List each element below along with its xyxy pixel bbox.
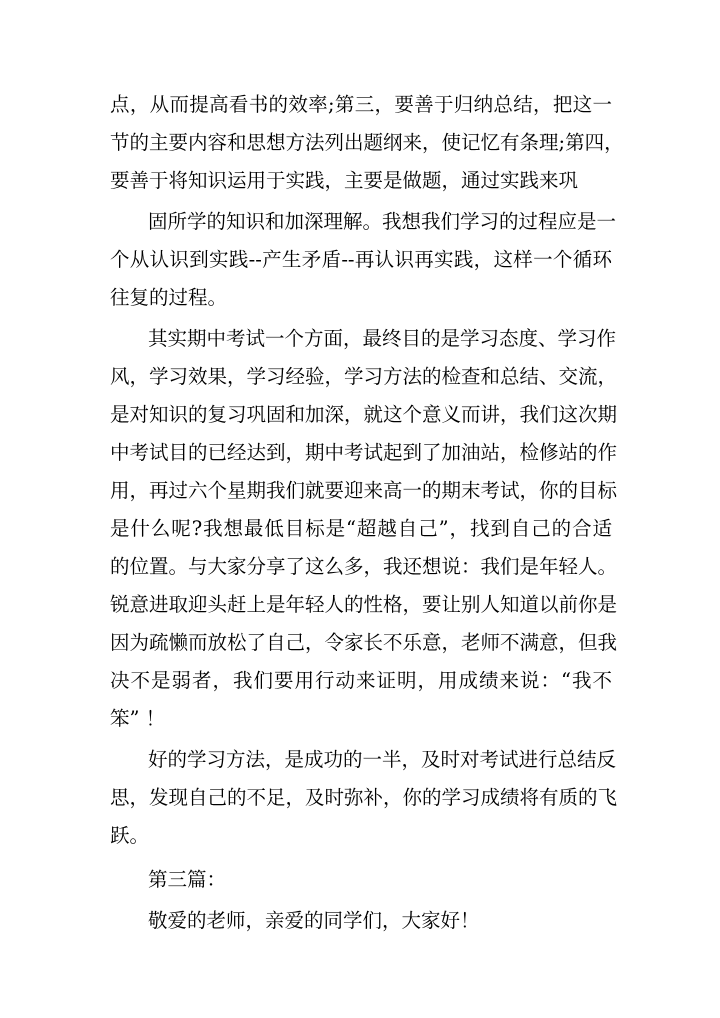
text-line: 因为疏懒而放松了自己，令家长不乐意，老师不满意，但我 <box>110 631 618 654</box>
text-line: 思，发现自己的不足，及时弥补，你的学习成绩将有质的飞 <box>110 786 618 809</box>
text-line: 往复的过程。 <box>110 286 228 309</box>
text-line: 的位置。与大家分享了这么多，我还想说：我们是年轻人。 <box>110 555 618 578</box>
text-line: 用，再过六个星期我们就要迎来高一的期末考试，你的目标 <box>110 479 618 502</box>
text-line: 决不是弱者，我们要用行动来证明，用成绩来说：“我不 <box>110 669 612 692</box>
text-line: 点，从而提高看书的效率;第三，要善于归纳总结，把这一 <box>110 93 612 116</box>
document-page <box>110 86 624 940</box>
text-line: 节的主要内容和思想方法列出题纲来，使记忆有条理;第四， <box>110 131 624 154</box>
text-line: 跃。 <box>110 824 150 847</box>
text-line: 风，学习效果，学习经验，学习方法的检查和总结、交流， <box>110 365 618 388</box>
text-line: 锐意进取迎头赶上是年轻人的性格，要让别人知道以前你是 <box>110 593 618 616</box>
text-line: 个从认识到实践--产生矛盾--再认识再实践，这样一个循环 <box>110 248 612 271</box>
paragraph-first-line: 其实期中考试一个方面，最终目的是学习态度、学习作 <box>148 327 617 350</box>
text-line: 中考试目的已经达到，期中考试起到了加油站，检修站的作 <box>110 441 618 464</box>
text-line: 笨” ！ <box>110 707 166 730</box>
paragraph-first-line: 好的学习方法，是成功的一半，及时对考试进行总结反 <box>148 748 617 771</box>
text-line: 是什么呢?我想最低目标是“超越自己”，找到自己的合适 <box>110 517 612 540</box>
text-line: 要善于将知识运用于实践，主要是做题，通过实践来巩 <box>110 169 579 192</box>
paragraph-first-line: 固所学的知识和加深理解。我想我们学习的过程应是一 <box>148 210 617 233</box>
greeting-line: 敬爱的老师，亲爱的同学们，大家好！ <box>148 909 480 932</box>
section-heading: 第三篇： <box>148 868 227 891</box>
text-line: 是对知识的复习巩固和加深，就这个意义而讲，我们这次期 <box>110 403 618 426</box>
